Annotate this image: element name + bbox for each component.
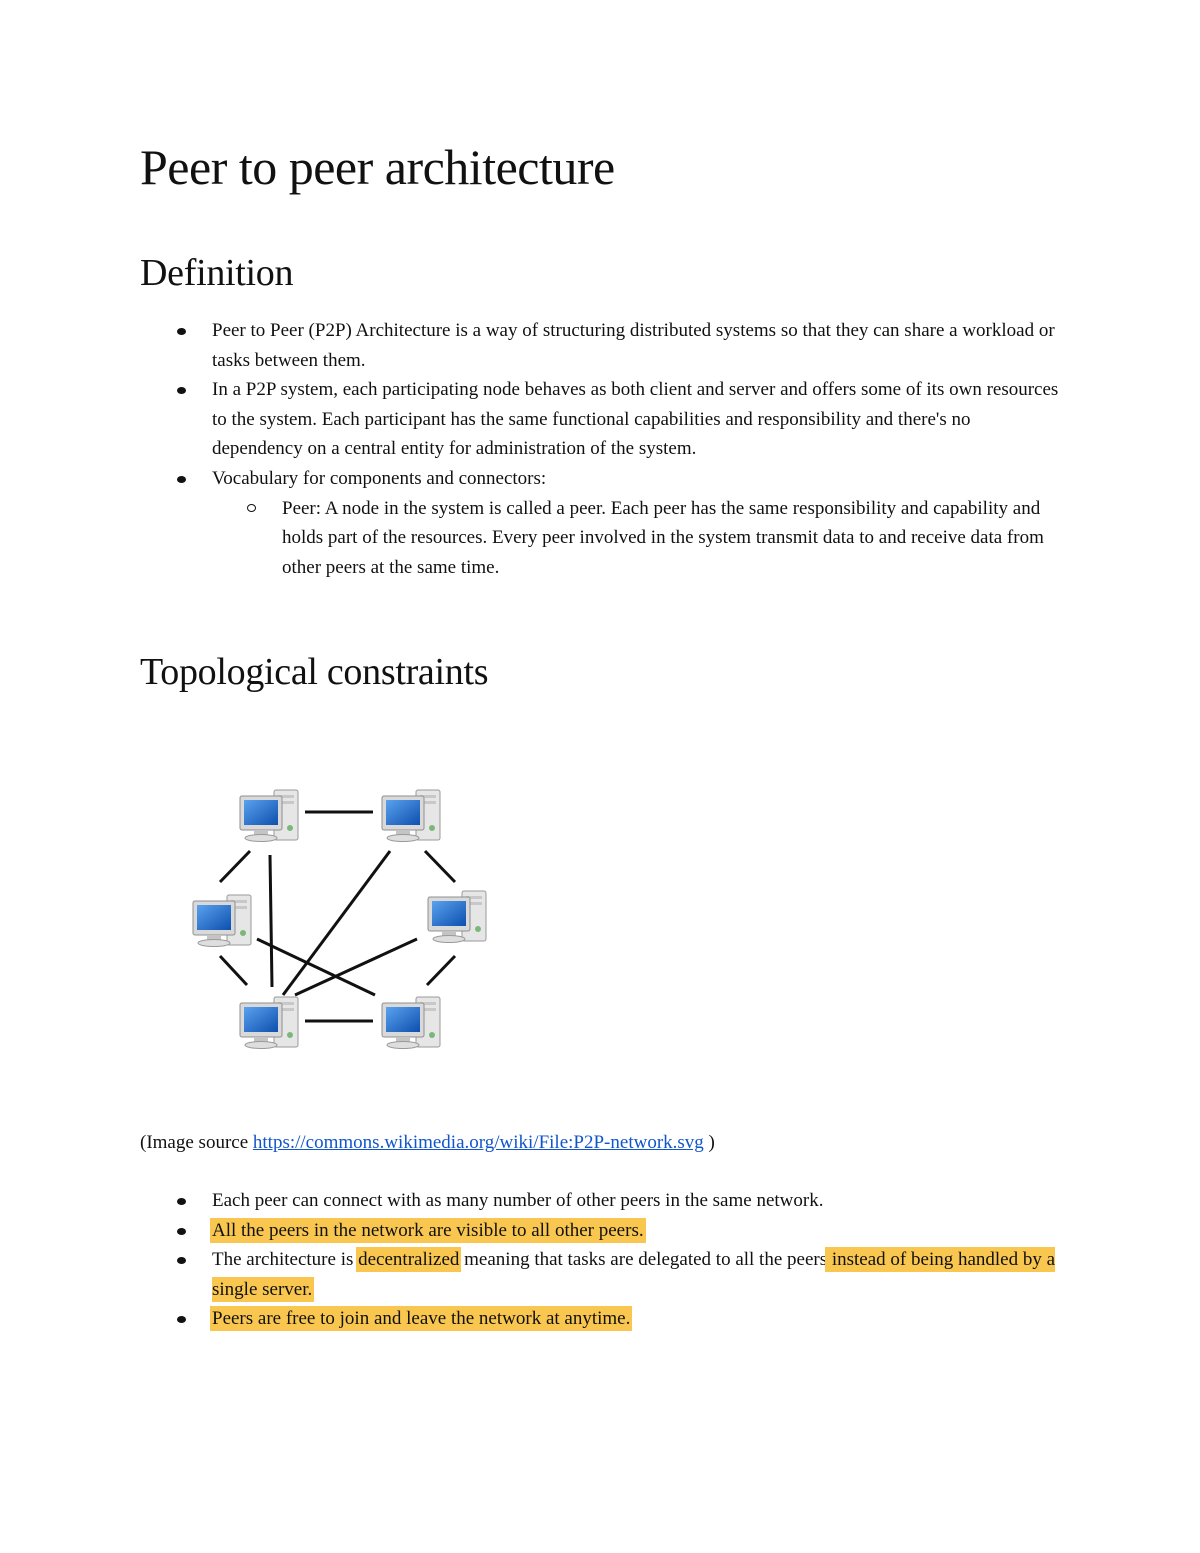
connection-line (283, 851, 390, 995)
definition-list (212, 316, 1062, 582)
connection-line (220, 956, 247, 985)
list-item (212, 464, 1062, 582)
list-item-text: The architecture is (212, 1249, 359, 1271)
connection-line (220, 851, 250, 882)
list-item (212, 1245, 1062, 1304)
list-item: Peer to Peer (P2P) Architecture is a way of structuring distributed systems so that they can share a workload or tasks between them. (212, 316, 1062, 375)
peer-computer-icon (382, 790, 440, 842)
highlighted-text: Peers are free to join and leave the network at anytime. (212, 1308, 631, 1330)
image-caption (140, 1128, 715, 1157)
peer-computer-icon (428, 891, 486, 943)
caption-suffix: ) (703, 1132, 715, 1153)
list-item: Each peer can connect with as many number of other peers in the same network. (212, 1186, 1062, 1216)
peer-computer-icon (240, 997, 298, 1049)
highlighted-text: instead of being handled by a single server. (212, 1249, 1056, 1300)
page-title: Peer to peer architecture (140, 139, 615, 195)
sub-list-item: Peer: A node in the system is called a peer. Each peer has the same responsibility and capability and holds part of the resources. Every peer involved in the system transmit data to and receive data from other peers at the same time. (282, 494, 1062, 583)
image-source-link[interactable]: https://commons.wikimedia.org/wiki/File:P2P-network.svg (252, 1132, 704, 1153)
connection-line (427, 956, 455, 985)
connection-line (270, 855, 272, 987)
peer-computer-icon (382, 997, 440, 1049)
peer-computer-icon (240, 790, 298, 842)
list-item: In a P2P system, each participating node behaves as both client and server and offers some of its own resources to the system. Each participant has the same functional capabilities and responsibility and there's no dependency on a central entity for administration of the system. (212, 375, 1062, 464)
topology-heading: Topological constraints (140, 651, 489, 693)
list-item-text: meaning that tasks are delegated to all the peers (459, 1249, 828, 1271)
highlighted-text: All the peers in the network are visible to all other peers. (212, 1219, 644, 1241)
list-item (212, 1216, 1062, 1246)
sub-list (282, 494, 1062, 583)
highlighted-text: decentralized (358, 1249, 460, 1271)
list-item (212, 1304, 1062, 1334)
connection-line (425, 851, 455, 882)
p2p-network-diagram (185, 775, 505, 1065)
peer-computer-icon (193, 895, 251, 947)
list-item-text: Vocabulary for components and connectors: (212, 467, 547, 489)
topology-list (212, 1186, 1062, 1334)
definition-heading: Definition (140, 252, 294, 294)
caption-prefix: (Image source (140, 1132, 253, 1153)
connection-lines (220, 812, 455, 1021)
